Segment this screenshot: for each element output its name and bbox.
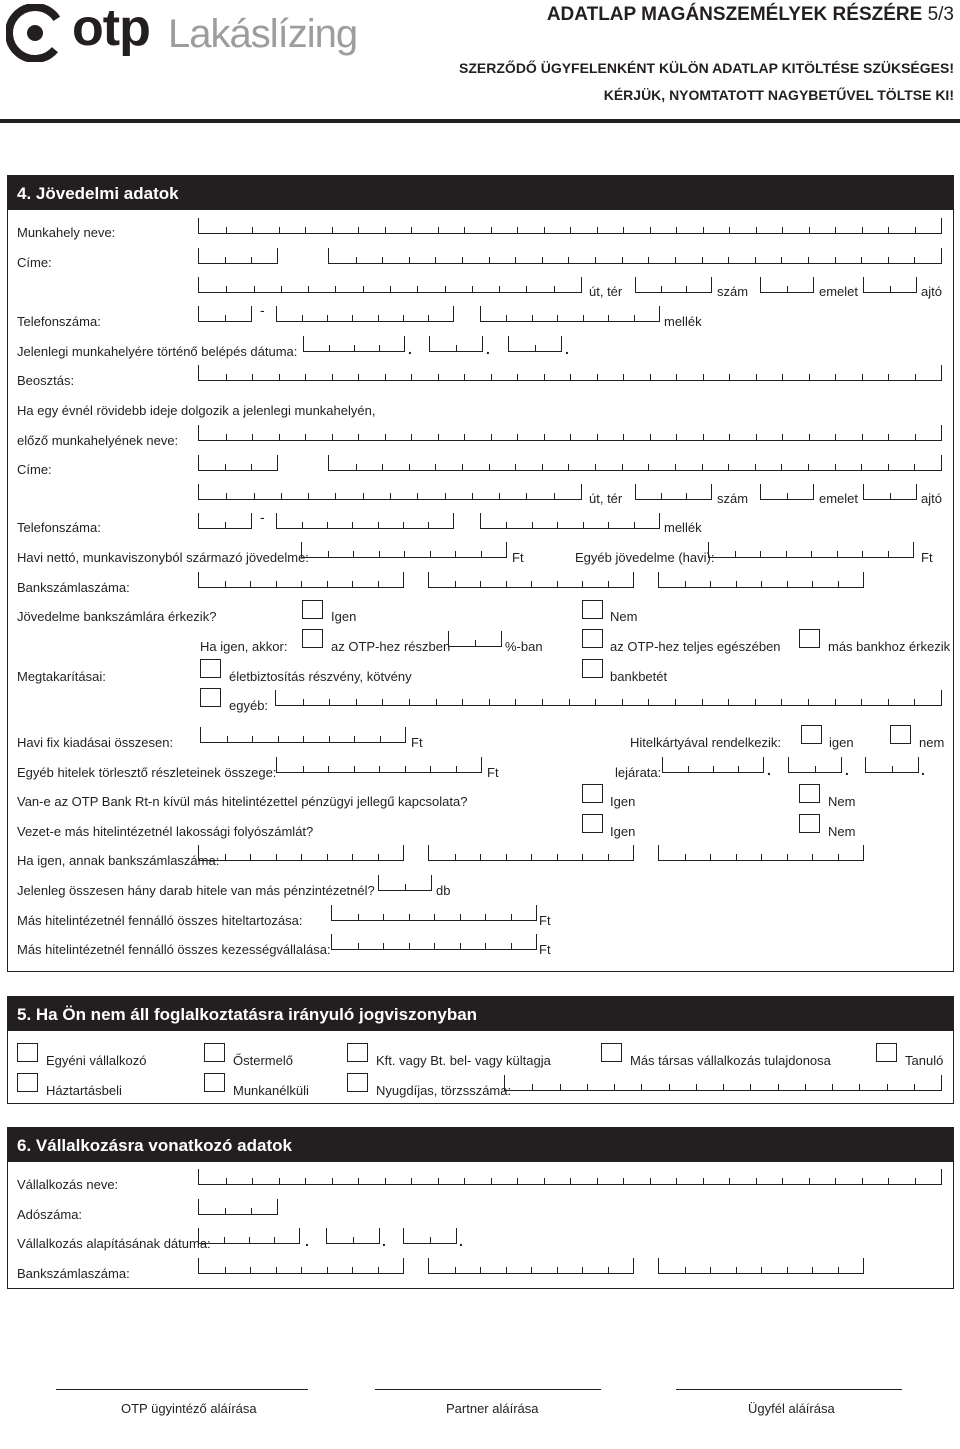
employer-phone-ext-field[interactable]	[480, 306, 660, 322]
label-credit-card: Hitelkártyával rendelkezik:	[630, 735, 782, 750]
other-bank-relation-yes-checkbox[interactable]	[582, 784, 603, 803]
pension-number-field[interactable]	[504, 1075, 942, 1091]
bank-account-1-field[interactable]	[198, 572, 404, 588]
label-extension: mellék	[664, 314, 702, 329]
bank-account-3-field[interactable]	[658, 572, 864, 588]
start-date-year-field[interactable]	[303, 336, 405, 352]
start-date-month-field[interactable]	[429, 336, 483, 352]
label-student: Tanuló	[905, 1053, 944, 1068]
previous-phone-field[interactable]	[276, 513, 454, 529]
partner-signature-line[interactable]	[375, 1389, 601, 1390]
other-bank-checkbox[interactable]	[799, 629, 820, 648]
label-currency: Ft	[539, 942, 551, 957]
label-unemployed: Munkanélküli	[233, 1083, 309, 1098]
label-no: Nem	[610, 609, 638, 624]
employer-name-field[interactable]	[198, 218, 942, 234]
date-separator: .	[459, 1233, 463, 1249]
label-founding-date: Vállalkozás alapításának dátuma:	[17, 1236, 211, 1251]
tax-number-field[interactable]	[198, 1199, 278, 1215]
business-name-field[interactable]	[198, 1169, 942, 1185]
other-bank-relation-no-checkbox[interactable]	[799, 784, 820, 803]
income-to-account-no-checkbox[interactable]	[582, 600, 603, 619]
label-pieces: db	[436, 883, 451, 898]
label-self-employed: Egyéni vállalkozó	[46, 1053, 147, 1068]
label-savings: Megtakarításai:	[17, 669, 106, 684]
previous-employer-field[interactable]	[198, 425, 942, 441]
partner-kft-checkbox[interactable]	[347, 1043, 368, 1062]
label-percent: %-ban	[505, 639, 543, 654]
phone-dash: -	[260, 302, 265, 318]
credit-card-yes-checkbox[interactable]	[801, 725, 822, 744]
previous-floor-field[interactable]	[760, 484, 814, 500]
other-income-field[interactable]	[708, 542, 914, 558]
logo-lakaslizing-text: Lakáslízing	[168, 12, 358, 56]
section-income-title: 4. Jövedelmi adatok	[8, 176, 953, 210]
label-street: út, tér	[589, 284, 623, 299]
date-separator: .	[408, 341, 412, 357]
otp-partial-checkbox[interactable]	[302, 629, 323, 648]
founding-year-field[interactable]	[198, 1228, 300, 1244]
client-signature-line[interactable]	[676, 1389, 902, 1390]
date-separator: .	[305, 1233, 309, 1249]
header-divider	[0, 119, 960, 123]
header-note-1: SZERZŐDŐ ÜGYFELENKÉNT KÜLÖN ADATLAP KITÖLTÉSE SZÜKSÉGES!	[459, 60, 954, 76]
credit-card-no-checkbox[interactable]	[890, 725, 911, 744]
previous-phone-ext-field[interactable]	[480, 513, 660, 529]
label-other-bank-relation: Van-e az OTP Bank Rt-n kívül más hitelintézettel pénzügyi jellegű kapcsolata?	[17, 794, 468, 809]
label-other-company-owner: Más társas vállalkozás tulajdonosa	[630, 1053, 831, 1068]
label-floor: emelet	[819, 491, 859, 506]
label-yes: Igen	[331, 609, 357, 624]
other-company-owner-checkbox[interactable]	[601, 1043, 622, 1062]
employer-city-field[interactable]	[328, 248, 942, 264]
label-loan-count: Jelenleg összesen hány darab hitele van más pénzintézetnél?	[17, 883, 375, 898]
label-currency: Ft	[921, 550, 933, 565]
partner-signature-label: Partner aláírása	[446, 1401, 539, 1416]
savings-other-field[interactable]	[275, 690, 942, 706]
employer-phone-area-field[interactable]	[198, 306, 252, 322]
net-income-field[interactable]	[301, 542, 507, 558]
label-if-yes: Ha igen, akkor:	[200, 639, 288, 654]
date-separator: .	[767, 762, 771, 778]
pensioner-checkbox[interactable]	[347, 1073, 368, 1092]
otp-logo	[6, 0, 366, 64]
label-short-tenure: Ha egy évnél rövidebb ideje dolgozik a jelenlegi munkahelyén,	[17, 403, 376, 418]
otp-partial-percent-field[interactable]	[448, 631, 502, 647]
form-title-text: ADATLAP MAGÁNSZEMÉLYEK RÉSZÉRE	[546, 4, 923, 25]
savings-insurance-checkbox[interactable]	[200, 659, 221, 678]
label-other-loans: Egyéb hitelek törlesztő részleteinek összege:	[17, 765, 277, 780]
label-income-to-account: Jövedelme bankszámlára érkezik?	[17, 609, 217, 624]
label-total-guarantee: Más hitelintézetnél fennálló összes kezességvállalása:	[17, 942, 331, 957]
label-door: ajtó	[921, 284, 942, 299]
label-floor: emelet	[819, 284, 859, 299]
label-position: Beosztás:	[17, 373, 75, 388]
label-pensioner: Nyugdíjas, törzsszáma:	[376, 1083, 512, 1098]
label-current-account: Vezet-e más hitelintézetnél lakossági folyószámlát?	[17, 824, 314, 839]
label-phone: Telefonszáma:	[17, 314, 101, 329]
date-separator: .	[382, 1233, 386, 1249]
unemployed-checkbox[interactable]	[204, 1073, 225, 1092]
savings-deposit-checkbox[interactable]	[582, 659, 603, 678]
otp-logo-mark-icon	[6, 4, 64, 62]
previous-phone-area-field[interactable]	[198, 513, 252, 529]
label-partner-kft: Kft. vagy Bt. bel- vagy kültagja	[376, 1053, 551, 1068]
otp-signature-label: OTP ügyintéző aláírása	[121, 1401, 257, 1416]
business-bank-3-field[interactable]	[658, 1258, 864, 1274]
previous-street-field[interactable]	[198, 484, 582, 500]
label-deposit: bankbetét	[610, 669, 668, 684]
label-phone: Telefonszáma:	[17, 520, 101, 535]
employer-door-field[interactable]	[863, 277, 917, 293]
label-business-bank-account: Bankszámlaszáma:	[17, 1266, 130, 1281]
label-other-bank: más bankhoz érkezik	[828, 639, 951, 654]
employer-street-field[interactable]	[198, 277, 582, 293]
section-not-employed-title: 5. Ha Ön nem áll foglalkoztatásra irányuló jogviszonyban	[8, 997, 953, 1031]
label-other-income: Egyéb jövedelme (havi):	[575, 550, 715, 565]
maturity-month-field[interactable]	[788, 757, 842, 773]
loan-count-field[interactable]	[378, 875, 432, 891]
label-yes: Igen	[610, 824, 636, 839]
other-account-2-field[interactable]	[428, 845, 634, 861]
label-homemaker: Háztartásbeli	[46, 1083, 122, 1098]
phone-dash: -	[260, 509, 265, 525]
label-extension: mellék	[664, 520, 702, 535]
founding-day-field[interactable]	[403, 1228, 457, 1244]
previous-number-field[interactable]	[635, 484, 712, 500]
label-previous-employer: előző munkahelyének neve:	[17, 433, 179, 448]
employer-floor-field[interactable]	[760, 277, 814, 293]
label-total-debt: Más hitelintézetnél fennálló összes hiteltartozása:	[17, 913, 303, 928]
otp-signature-line[interactable]	[56, 1389, 308, 1390]
label-number: szám	[717, 284, 749, 299]
monthly-expenses-field[interactable]	[200, 727, 406, 743]
section-income	[7, 175, 954, 972]
label-business-name: Vállalkozás neve:	[17, 1177, 119, 1192]
employer-number-field[interactable]	[635, 277, 712, 293]
label-maturity: lejárata:	[615, 765, 662, 780]
previous-door-field[interactable]	[863, 484, 917, 500]
label-start-date: Jelenlegi munkahelyére történő belépés dátuma:	[17, 344, 298, 359]
total-debt-field[interactable]	[331, 905, 537, 921]
total-guarantee-field[interactable]	[331, 934, 537, 950]
label-otp-full: az OTP-hez teljes egészében	[610, 639, 781, 654]
business-bank-2-field[interactable]	[428, 1258, 634, 1274]
student-checkbox[interactable]	[876, 1043, 897, 1062]
label-no-lower: nem	[919, 735, 945, 750]
label-street: út, tér	[589, 491, 623, 506]
savings-other-checkbox[interactable]	[200, 688, 221, 707]
label-insurance: életbiztosítás részvény, kötvény	[229, 669, 412, 684]
homemaker-checkbox[interactable]	[17, 1073, 38, 1092]
label-no: Nem	[828, 824, 856, 839]
label-monthly-expenses: Havi fix kiadásai összesen:	[17, 735, 174, 750]
farmer-checkbox[interactable]	[204, 1043, 225, 1062]
section-business-title: 6. Vállalkozásra vonatkozó adatok	[8, 1128, 953, 1162]
previous-zip-field[interactable]	[198, 455, 278, 471]
label-yes-lower: igen	[829, 735, 854, 750]
date-separator: .	[486, 341, 490, 357]
label-currency: Ft	[487, 765, 499, 780]
other-loans-field[interactable]	[276, 757, 482, 773]
label-currency: Ft	[539, 913, 551, 928]
business-bank-1-field[interactable]	[198, 1258, 404, 1274]
other-account-1-field[interactable]	[198, 845, 404, 861]
label-door: ajtó	[921, 491, 942, 506]
label-other-account-number: Ha igen, annak bankszámlaszáma:	[17, 853, 220, 868]
employer-phone-field[interactable]	[276, 306, 454, 322]
self-employed-checkbox[interactable]	[17, 1043, 38, 1062]
position-field[interactable]	[198, 365, 942, 381]
label-other: egyéb:	[229, 698, 269, 713]
otp-full-checkbox[interactable]	[582, 629, 603, 648]
label-yes: Igen	[610, 794, 636, 809]
date-separator: .	[921, 762, 925, 778]
form-page-number: 5/3	[927, 4, 954, 25]
label-currency: Ft	[411, 735, 423, 750]
label-address: Címe:	[17, 462, 52, 477]
header-note-2: KÉRJÜK, NYOMTATOTT NAGYBETŰVEL TÖLTSE KI!	[603, 87, 954, 103]
form-title	[547, 4, 954, 26]
date-separator: .	[565, 341, 569, 357]
other-account-3-field[interactable]	[658, 845, 864, 861]
income-to-account-yes-checkbox[interactable]	[302, 600, 323, 619]
date-separator: .	[845, 762, 849, 778]
section-business	[7, 1127, 954, 1289]
logo-otp-text: otp	[72, 0, 150, 57]
label-farmer: Őstermelő	[233, 1053, 293, 1068]
current-account-yes-checkbox[interactable]	[582, 814, 603, 833]
label-bank-account: Bankszámlaszáma:	[17, 580, 130, 595]
client-signature-label: Ügyfél aláírása	[748, 1401, 835, 1416]
section-not-employed	[7, 996, 954, 1104]
founding-month-field[interactable]	[326, 1228, 380, 1244]
label-employer-name: Munkahely neve:	[17, 225, 116, 240]
label-net-income: Havi nettó, munkaviszonyból származó jövedelme:	[17, 550, 309, 565]
label-otp-partial: az OTP-hez részben	[331, 639, 451, 654]
start-date-day-field[interactable]	[508, 336, 562, 352]
maturity-year-field[interactable]	[662, 757, 764, 773]
previous-city-field[interactable]	[328, 455, 942, 471]
employer-zip-field[interactable]	[198, 248, 278, 264]
label-tax-number: Adószáma:	[17, 1207, 83, 1222]
maturity-day-field[interactable]	[865, 757, 919, 773]
bank-account-2-field[interactable]	[428, 572, 634, 588]
label-currency: Ft	[512, 550, 524, 565]
current-account-no-checkbox[interactable]	[799, 814, 820, 833]
label-number: szám	[717, 491, 749, 506]
label-address: Címe:	[17, 255, 52, 270]
label-no: Nem	[828, 794, 856, 809]
